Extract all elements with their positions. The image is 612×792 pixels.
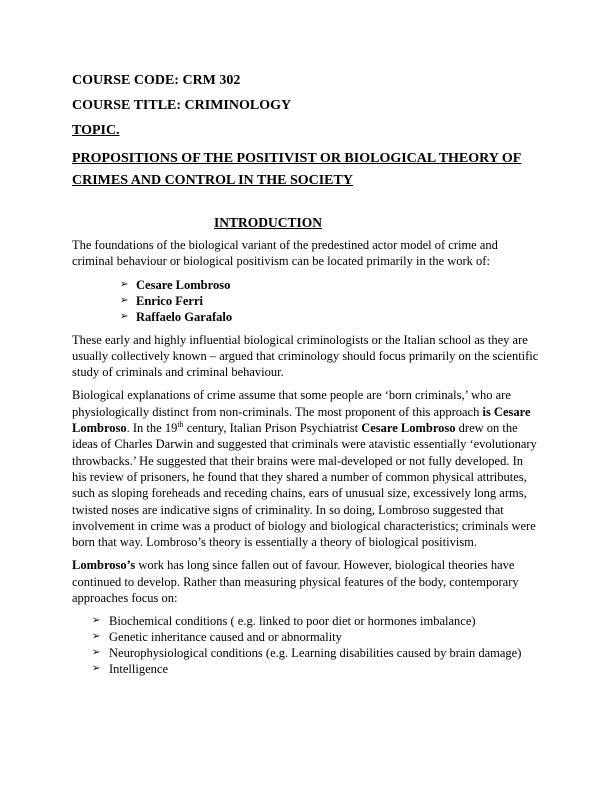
list-item bbox=[92, 661, 540, 677]
list-item-label: Biochemical conditions ( e.g. linked to poor diet or hormones imbalance) bbox=[109, 614, 476, 629]
paragraph-italian-school: These early and highly influential biological criminologists or the Italian school as they are usually collectively known – argued that criminology should focus primarily on the scientific study of criminals and criminal behaviour. bbox=[72, 332, 539, 380]
list-item-label: Raffaelo Garafalo bbox=[136, 309, 233, 324]
list-item-label: Enrico Ferri bbox=[136, 293, 203, 308]
list-item-label: Cesare Lombroso bbox=[136, 277, 231, 292]
course-title-line: COURSE TITLE: CRIMINOLOGY bbox=[72, 98, 292, 113]
list-item bbox=[92, 629, 540, 645]
approaches-list bbox=[72, 613, 540, 677]
arrow-bullet-icon: ➢ bbox=[120, 294, 129, 306]
list-item bbox=[120, 293, 540, 309]
list-item bbox=[92, 613, 540, 629]
arrow-bullet-icon: ➢ bbox=[120, 310, 129, 322]
arrow-bullet-icon: ➢ bbox=[92, 647, 101, 659]
list-item-label: Genetic inheritance caused and or abnormality bbox=[109, 630, 342, 645]
arrow-bullet-icon: ➢ bbox=[92, 631, 101, 643]
paragraph-foundations: The foundations of the biological variant of the predestined actor model of crime and criminal behaviour or biological positivism can be located primarily in the work of: bbox=[72, 238, 498, 269]
list-item bbox=[92, 645, 540, 661]
arrow-bullet-icon: ➢ bbox=[92, 615, 101, 627]
introduction-heading: INTRODUCTION bbox=[214, 215, 323, 230]
list-item-label: Intelligence bbox=[109, 662, 168, 677]
arrow-bullet-icon: ➢ bbox=[120, 278, 129, 290]
theorists-list bbox=[72, 277, 540, 325]
arrow-bullet-icon: ➢ bbox=[92, 663, 101, 675]
course-code-line: COURSE CODE: CRM 302 bbox=[72, 73, 241, 88]
topic-label: TOPIC. bbox=[72, 123, 120, 138]
list-item bbox=[120, 277, 540, 293]
list-item bbox=[120, 309, 540, 325]
paragraph-contemporary-approaches: Lombroso’s work has long since fallen out of favour. However, biological theories have continued to develop. Rather than measuring physical features of the body, contemporary approaches focus on: bbox=[72, 558, 519, 606]
paragraph-lombroso-theory: Biological explanations of crime assume that some people are ‘born criminals,’ who are physiologically distinct from non-criminals. The most proponent of this approach is Cesare Lombroso. In the 19th century, Italian Prison Psychiatrist Cesare Lombroso drew on the ideas of Charles Darwin and suggested that criminals were atavistic essentially ‘evolutionary throwbacks.’ He suggested that their brains were mal-developed or not fully developed. In his review of prisoners, he found that they shared a number of common physical attributes, such as sloping foreheads and receding chains, ears of unusual size, excessively long arms, twisted noses are indicative signs of criminality. In so doing, Lombroso suggested that involvement in crime was a product of biology and biological characteristics; criminals were born that way. Lombroso’s theory is essentially a theory of biological positivism. bbox=[72, 388, 537, 550]
list-item-label: Neurophysiological conditions (e.g. Learning disabilities caused by brain damage) bbox=[109, 646, 522, 661]
topic-title: PROPOSITIONS OF THE POSITIVIST OR BIOLOGICAL THEORY OF CRIMES AND CONTROL IN THE SOCIETY bbox=[72, 151, 522, 188]
